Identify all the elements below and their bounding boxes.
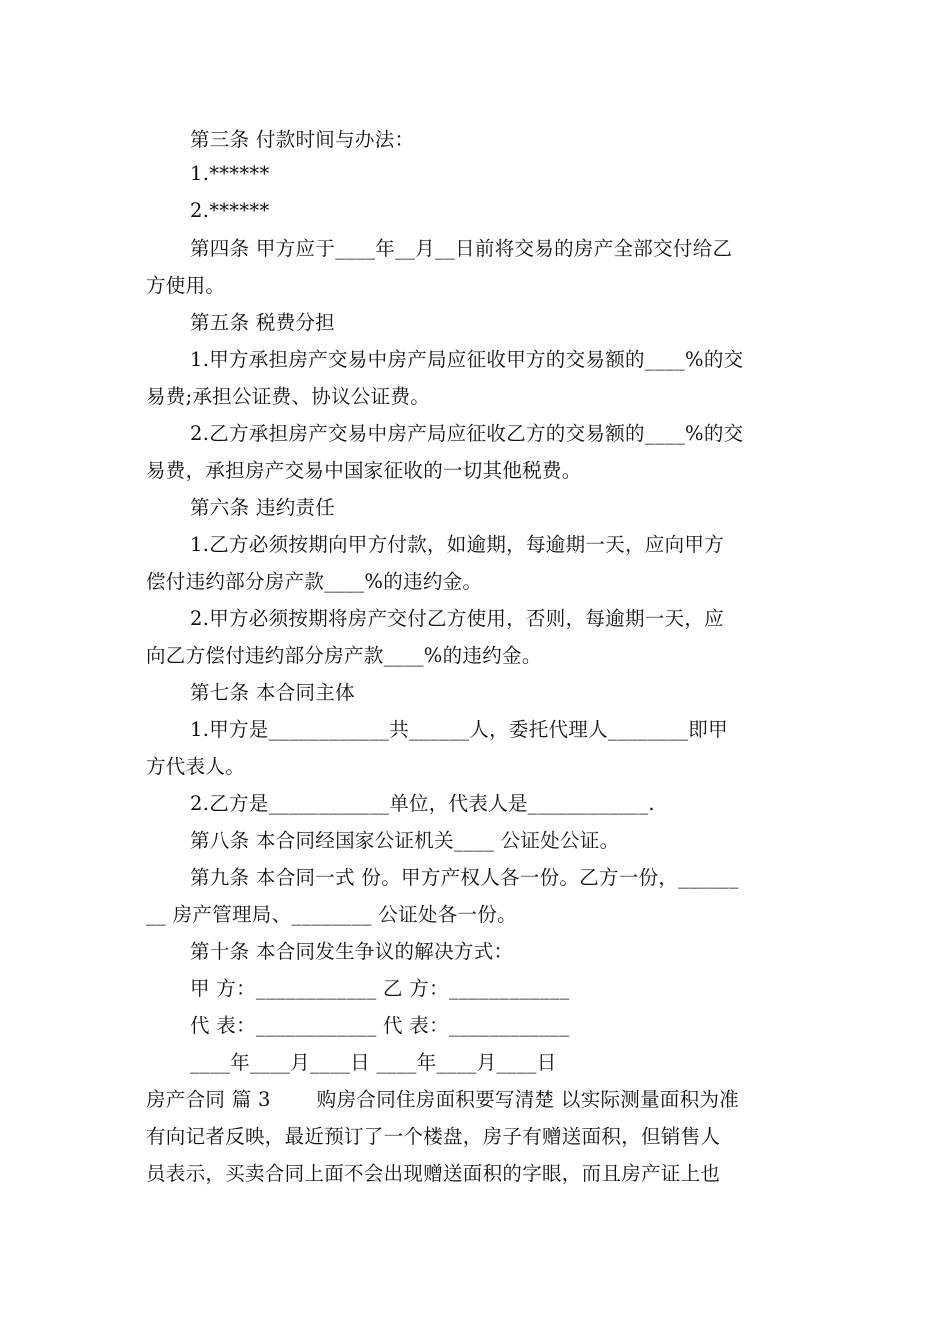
- article-5-item-2-line-2: 易费，承担房产交易中国家征收的一切其他税费。: [146, 459, 582, 482]
- article-6-item-2-line-2: 向乙方偿付违约部分房产款____%的违约金。: [146, 644, 542, 667]
- signature-party-line: 甲 方：____________ 乙 方：____________: [190, 977, 570, 1000]
- section-3-body-line-1: 有向记者反映，最近预订了一个楼盘，房子有赠送面积，但销售人: [146, 1125, 721, 1148]
- article-3-item-1: 1.******: [190, 162, 270, 185]
- article-9-line-2: __ 房产管理局、________ 公证处各一份。: [146, 903, 517, 926]
- article-5-heading: 第五条 税费分担: [190, 311, 336, 334]
- article-6-item-1-line-1: 1.乙方必须按期向甲方付款，如逾期，每逾期一天，应向甲方: [190, 533, 725, 556]
- article-6-item-2-line-1: 2.甲方必须按期将房产交付乙方使用，否则，每逾期一天，应: [190, 607, 725, 630]
- signature-date-line: ____年____月____日 ____年____月____日: [190, 1051, 557, 1074]
- article-4-line-1: 第四条 甲方应于____年__月__日前将交易的房产全部交付给乙: [190, 237, 733, 260]
- article-7-item-2: 2.乙方是____________单位，代表人是____________.: [190, 792, 655, 815]
- article-5-item-1-line-1: 1.甲方承担房产交易中房产局应征收甲方的交易额的____%的交: [190, 348, 744, 371]
- section-3-body-line-2: 员表示，买卖合同上面不会出现赠送面积的字眼，而且房产证上也: [146, 1162, 721, 1185]
- article-7-item-1-line-2: 方代表人。: [146, 755, 246, 778]
- section-3-heading-line: 房产合同 篇 3 购房合同住房面积要写清楚 以实际测量面积为准: [146, 1088, 740, 1111]
- article-9-line-1: 第九条 本合同一式 份。甲方产权人各一份。乙方一份，______: [190, 866, 739, 889]
- article-10-heading: 第十条 本合同发生争议的解决方式：: [190, 940, 514, 963]
- signature-representative-line: 代 表：____________ 代 表：____________: [190, 1014, 570, 1037]
- article-5-item-1-line-2: 易费;承担公证费、协议公证费。: [146, 385, 431, 408]
- article-8: 第八条 本合同经国家公证机关____ 公证处公证。: [190, 829, 620, 852]
- article-3-heading: 第三条 付款时间与办法：: [190, 128, 415, 151]
- article-5-item-2-line-1: 2.乙方承担房产交易中房产局应征收乙方的交易额的____%的交: [190, 422, 744, 445]
- article-7-item-1-line-1: 1.甲方是____________共______人，委托代理人________即甲: [190, 718, 728, 741]
- article-6-item-1-line-2: 偿付违约部分房产款____%的违约金。: [146, 570, 483, 593]
- article-7-heading: 第七条 本合同主体: [190, 681, 355, 704]
- article-6-heading: 第六条 违约责任: [190, 496, 336, 519]
- article-4-line-2: 方使用。: [146, 274, 226, 297]
- article-3-item-2: 2.******: [190, 199, 270, 222]
